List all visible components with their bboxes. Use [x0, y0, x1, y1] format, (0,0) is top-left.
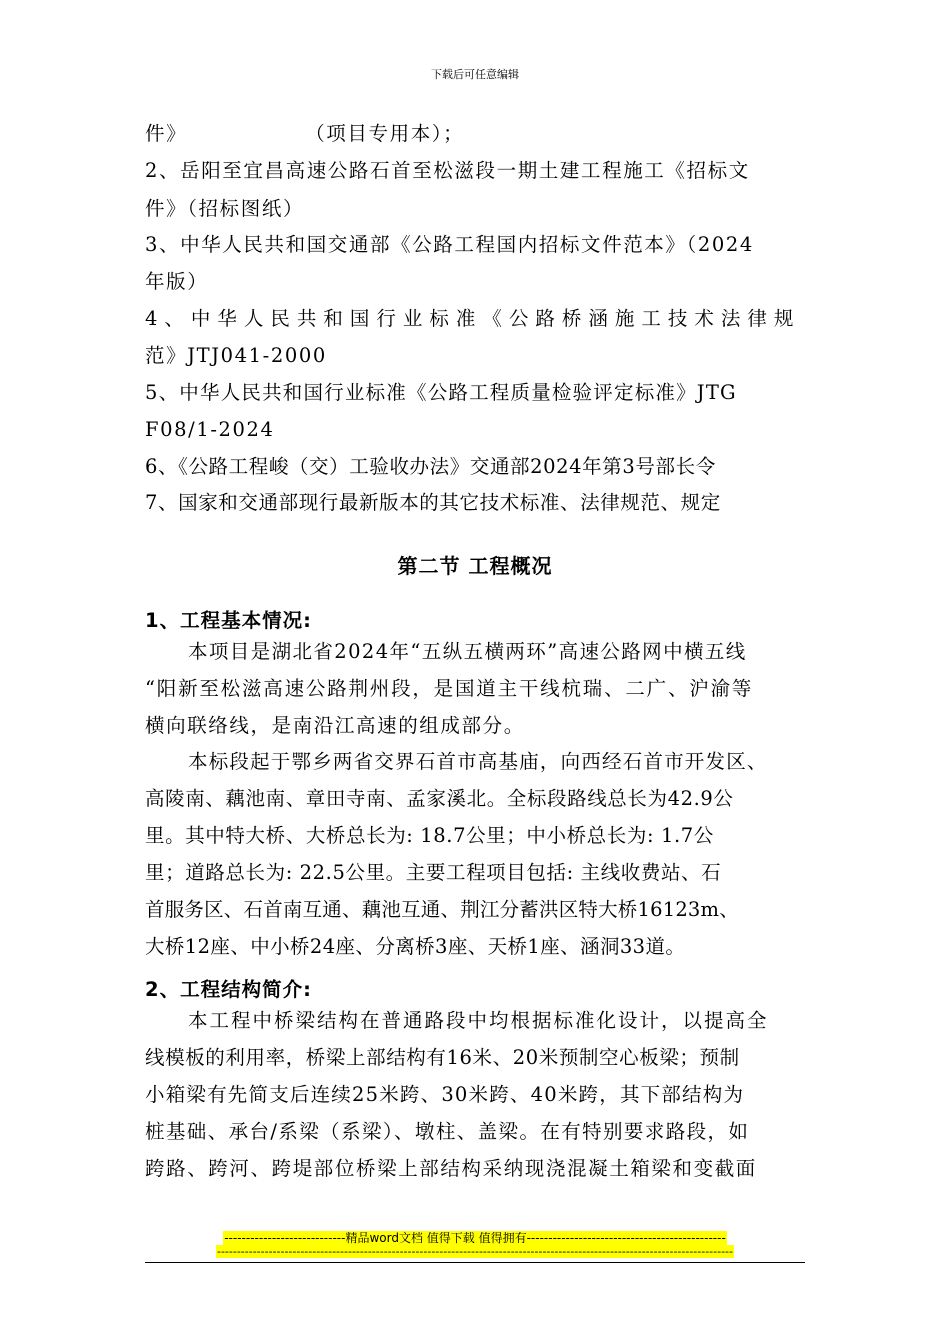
text-line-9: F08/1-2024 — [145, 418, 275, 441]
text-line-1b: （项目专用本）； — [305, 122, 465, 145]
text-line-1 — [145, 124, 464, 144]
text-line-3: 件》（招标图纸） — [145, 197, 305, 220]
text-line-7: 范》JTJ041-2000 — [145, 344, 327, 367]
text-line-2: 2、岳阳至宜昌高速公路石首至松滋段一期土建工程施工《招标文 — [145, 159, 750, 182]
paragraph-3-line-4: 桩基础、承台/系梁（系梁）、墩柱、盖梁。在有特别要求路段，如 — [145, 1120, 750, 1143]
paragraph-1-line-3: 横向联络线，是南沿江高速的组成部分。 — [145, 714, 525, 737]
paragraph-1-line-1: 本项目是湖北省2024年“五纵五横两环”高速公路网中横五线 — [188, 640, 747, 663]
footer-dashes — [0, 1245, 950, 1258]
text-line-11: 7、国家和交通部现行最新版本的其它技术标准、法律规范、规定 — [145, 491, 721, 514]
paragraph-1-line-2: “阳新至松滋高速公路荆州段，是国道主干线杭瑞、二广、沪渝等 — [145, 677, 754, 700]
paragraph-2-line-2: 高陵南、藕池南、章田寺南、孟家溪北。全标段路线总长为42.9公 — [145, 787, 734, 810]
text-line-6: 4、中华人民共和国行业标准《公路桥涵施工技术法律规 — [145, 307, 801, 330]
paragraph-2-line-5: 首服务区、石首南互通、藕池互通、荆江分蓄洪区特大桥16123m、 — [145, 898, 739, 921]
paragraph-2-line-6: 大桥12座、中小桥24座、分离桥3座、天桥1座、涵洞33道。 — [145, 935, 686, 958]
text-line-1a: 件》 — [145, 122, 188, 145]
section-title: 第二节 工程概况 — [397, 554, 553, 578]
paragraph-3-line-3: 小箱梁有先简支后连续25米跨、30米跨、40米跨，其下部结构为 — [145, 1083, 745, 1106]
text-line-5: 年版） — [145, 270, 209, 293]
paragraph-2-line-4: 里；道路总长为: 22.5公里。主要工程项目包括: 主线收费站、石 — [145, 861, 722, 884]
page-header: 下载后可任意编辑 — [431, 68, 519, 81]
heading-basic-info: 1、工程基本情况: — [145, 609, 312, 632]
text-line-10: 6、《公路工程峻（交）工验收办法》交通部2024年第3号部长令 — [145, 455, 716, 478]
text-line-4: 3、中华人民共和国交通部《公路工程国内招标文件范本》（2024 — [145, 233, 754, 256]
paragraph-3-line-1: 本工程中桥梁结构在普通路段中均根据标准化设计，以提高全 — [188, 1009, 769, 1032]
footer-banner — [0, 1229, 950, 1246]
text-line-8: 5、中华人民共和国行业标准《公路工程质量检验评定标准》JTG — [145, 381, 737, 404]
paragraph-3-line-5: 跨路、跨河、跨堤部位桥梁上部结构采纳现浇混凝土箱梁和变截面 — [145, 1157, 757, 1180]
footer-banner-text: ----------------------------精品word文档 值得下载 值得拥有---------------------------------------------- — [224, 1231, 726, 1245]
paragraph-2-line-3: 里。其中特大桥、大桥总长为: 18.7公里；中小桥总长为: 1.7公 — [145, 824, 714, 847]
heading-structure: 2、工程结构简介: — [145, 978, 312, 1001]
footer-dashes-text: ---------------------------------------------------------------------------------------------------------------------------------- — [216, 1245, 733, 1258]
footer-rule — [145, 1262, 805, 1263]
paragraph-3-line-2: 线模板的利用率，桥梁上部结构有16米、20米预制空心板梁；预制 — [145, 1046, 740, 1069]
paragraph-2-line-1: 本标段起于鄂乡两省交界石首市高基庙，向西经石首市开发区、 — [188, 750, 768, 773]
